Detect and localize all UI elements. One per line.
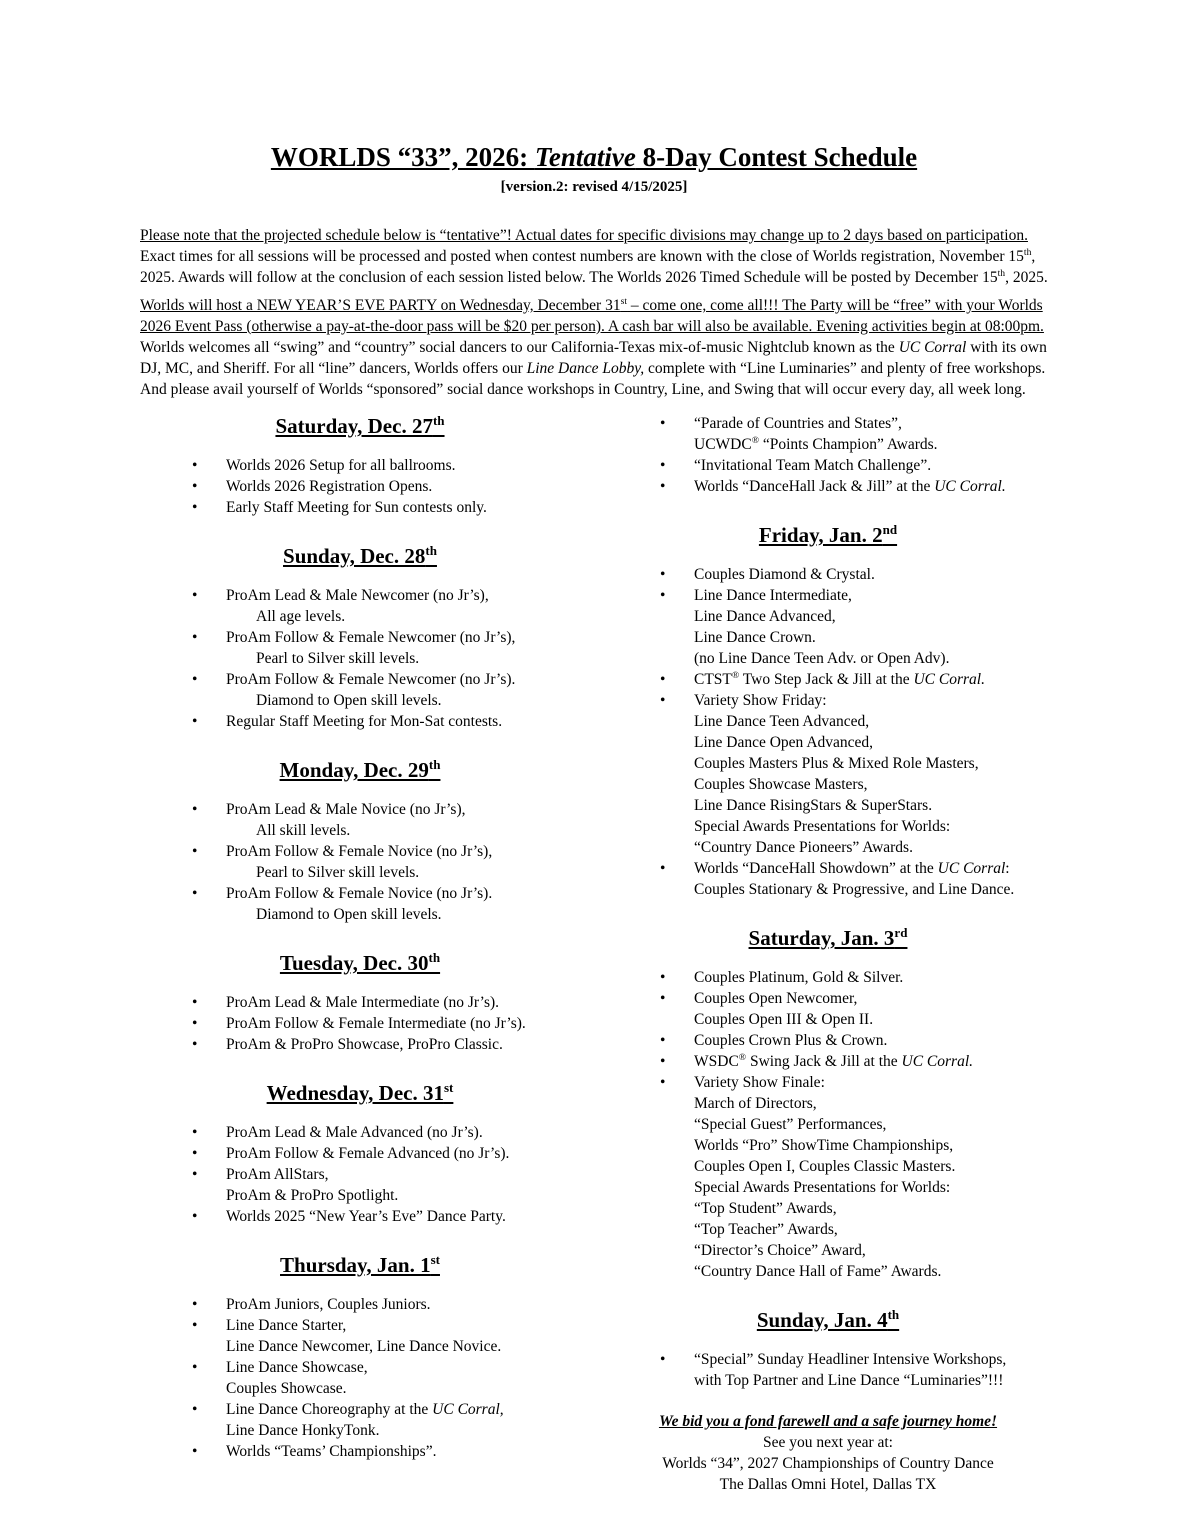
item-line: Couples Open III & Open II. [694,1011,874,1028]
item-line: Worlds “Teams’ Championships”. [226,1443,437,1460]
schedule-columns [140,413,1048,1495]
bullet-icon: • [192,843,198,860]
item-line: Regular Staff Meeting for Mon-Sat contests. [226,713,503,730]
bullet-icon: • [660,566,666,583]
day-section [140,543,580,732]
bullet-icon: • [192,1296,198,1313]
footer-line-venue: The Dallas Omni Hotel, Dallas TX [719,1476,937,1493]
day-section [608,413,1048,497]
bullet-icon: • [192,1359,198,1376]
bullet-icon: • [192,1443,198,1460]
right-column [608,413,1048,1495]
item-line: Couples Open Newcomer, [694,990,858,1007]
schedule-item [140,497,580,518]
bullet-icon: • [192,499,198,516]
bullet-icon: • [192,1015,198,1032]
item-line: Line Dance HonkyTonk. [226,1422,380,1439]
day-section [608,925,1048,1282]
item-line: Variety Show Finale: [694,1074,825,1091]
item-line: Line Dance Showcase, [226,1359,368,1376]
left-column [140,413,580,1495]
right-sections [608,413,1048,1391]
schedule-item [140,1206,580,1227]
item-line: Worlds “DanceHall Jack & Jill” at the UC Corral. [694,478,1006,495]
day-section [140,757,580,925]
item-line: Couples Masters Plus & Mixed Role Masters, [694,755,979,772]
item-line: ProAm Lead & Male Advanced (no Jr’s). [226,1124,483,1141]
item-line: ProAm Follow & Female Novice (no Jr’s). [226,885,493,902]
day-section [140,1080,580,1227]
schedule-item [140,1013,580,1034]
bullet-icon: • [660,478,666,495]
day-heading: Tuesday, Dec. 30th [279,950,441,975]
item-line: “Invitational Team Match Challenge”. [694,457,932,474]
item-line: Diamond to Open skill levels. [256,692,442,709]
item-line: Couples Platinum, Gold & Silver. [694,969,904,986]
item-line: Couples Crown Plus & Crown. [694,1032,888,1049]
bullet-icon: • [660,990,666,1007]
item-line: March of Directors, [694,1095,817,1112]
bullet-icon: • [192,671,198,688]
item-line: Line Dance Intermediate, [694,587,852,604]
schedule-item [140,799,580,841]
left-sections [140,413,580,1462]
bullet-icon: • [192,1145,198,1162]
bullet-icon: • [192,1208,198,1225]
schedule-item [608,690,1048,858]
item-line: ProAm Follow & Female Newcomer (no Jr’s). [226,671,516,688]
item-line: Couples Diamond & Crystal. [694,566,875,583]
bullet-icon: • [660,457,666,474]
item-line: “Special Guest” Performances, [694,1116,887,1133]
item-line: Variety Show Friday: [694,692,827,709]
schedule-item [140,627,580,669]
bullet-icon: • [660,860,666,877]
bullet-icon: • [192,629,198,646]
item-line: Special Awards Presentations for Worlds: [694,1179,951,1196]
bullet-icon: • [660,1053,666,1070]
schedule-item [140,1399,580,1441]
day-heading: Sunday, Jan. 4th [756,1307,900,1332]
schedule-item [140,1357,580,1399]
schedule-item [608,1072,1048,1282]
schedule-item [140,669,580,711]
bullet-icon: • [660,587,666,604]
schedule-item [608,1030,1048,1051]
item-line: (no Line Dance Teen Adv. or Open Adv). [694,650,950,667]
item-line: Worlds 2026 Registration Opens. [226,478,433,495]
item-line: “Special” Sunday Headliner Intensive Workshops, [694,1351,1007,1368]
item-line: ProAm Lead & Male Newcomer (no Jr’s), [226,587,489,604]
footer-line-see-you: See you next year at: [763,1434,893,1451]
item-line: Line Dance Choreography at the UC Corral, [226,1401,504,1418]
schedule-item [140,883,580,925]
item-line: Line Dance Starter, [226,1317,347,1334]
schedule-item [608,967,1048,988]
item-line: ProAm & ProPro Spotlight. [226,1187,399,1204]
bullet-icon: • [192,457,198,474]
item-line: Worlds 2025 “New Year’s Eve” Dance Party. [226,1208,506,1225]
item-line: Pearl to Silver skill levels. [256,650,420,667]
item-line: ProAm Lead & Male Novice (no Jr’s), [226,801,466,818]
schedule-item [608,564,1048,585]
item-line: ProAm Follow & Female Intermediate (no Jr’s). [226,1015,526,1032]
item-line: CTST® Two Step Jack & Jill at the UC Corral. [694,669,985,688]
item-line: “Parade of Countries and States”, [694,415,902,432]
schedule-item [140,455,580,476]
schedule-item [608,1349,1048,1391]
bullet-icon: • [660,692,666,709]
item-line: ProAm Juniors, Couples Juniors. [226,1296,431,1313]
schedule-item [608,455,1048,476]
item-line: Line Dance Open Advanced, [694,734,874,751]
bullet-icon: • [192,1036,198,1053]
item-line: ProAm Lead & Male Intermediate (no Jr’s). [226,994,500,1011]
item-line: Couples Stationary & Progressive, and Line Dance. [694,881,1015,898]
day-section [140,950,580,1055]
bullet-icon: • [192,1166,198,1183]
page-title: WORLDS “33”, 2026: Tentative 8-Day Contest Schedule [270,142,918,172]
item-line: Special Awards Presentations for Worlds: [694,818,951,835]
bullet-icon: • [660,415,666,432]
bullet-icon: • [192,885,198,902]
item-line: “Top Student” Awards, [694,1200,837,1217]
schedule-item [140,476,580,497]
schedule-item [140,1034,580,1055]
farewell-line: We bid you a fond farewell and a safe journey home! [658,1413,998,1430]
item-line: ProAm & ProPro Showcase, ProPro Classic. [226,1036,503,1053]
bullet-icon: • [192,1401,198,1418]
item-line: Line Dance RisingStars & SuperStars. [694,797,933,814]
intro-paragraph-2: Worlds will host a NEW YEAR’S EVE PARTY on Wednesday, December 31st – come one, come all!!! The Party will be “free” with your Worlds 2026 Event Pass (otherwise a pay-at-the-door pass will be $20 per person). A cash bar will also be available. Evening activities begin at 08:00pm. Worlds welcomes all “swing” and “country” social dancers to our California-Texas mix-of-music Nightclub known as the UC Corral with its own DJ, MC, and Sheriff. For all “line” dancers, Worlds offers our Line Dance Lobby, complete with “Line Luminaries” and plenty of free workshops. And please avail yourself of Worlds “sponsored” social dance workshops in Country, Line, and Swing that will occur every day, all week long. [140,295,1047,398]
bullet-icon: • [660,1351,666,1368]
schedule-item [608,413,1048,455]
item-line: All age levels. [256,608,346,625]
day-heading: Saturday, Jan. 3rd [748,925,908,950]
item-line: Couples Showcase. [226,1380,347,1397]
bullet-icon: • [660,1032,666,1049]
item-line: ProAm Follow & Female Advanced (no Jr’s). [226,1145,510,1162]
schedule-item [608,476,1048,497]
item-line: WSDC® Swing Jack & Jill at the UC Corral. [694,1051,974,1070]
schedule-item [140,1315,580,1357]
schedule-item [140,585,580,627]
item-line: Line Dance Advanced, [694,608,836,625]
schedule-item [140,1294,580,1315]
item-line: ProAm AllStars, [226,1166,329,1183]
schedule-item [608,858,1048,900]
item-line: UCWDC® “Points Champion” Awards. [694,434,938,453]
day-heading: Friday, Jan. 2nd [758,522,898,547]
item-line: Line Dance Newcomer, Line Dance Novice. [226,1338,502,1355]
schedule-item [140,841,580,883]
bullet-icon: • [660,1074,666,1091]
item-line: Early Staff Meeting for Sun contests only. [226,499,487,516]
item-line: Worlds “DanceHall Showdown” at the UC Corral: [694,860,1010,877]
item-line: Couples Open I, Couples Classic Masters. [694,1158,956,1175]
version-line: [version.2: revised 4/15/2025] [500,179,688,195]
item-line: “Top Teacher” Awards, [694,1221,838,1238]
schedule-item [140,992,580,1013]
day-heading: Monday, Dec. 29th [279,757,441,782]
bullet-icon: • [192,587,198,604]
bullet-icon: • [192,1317,198,1334]
footer-line-next-event: Worlds “34”, 2027 Championships of Country Dance [662,1455,994,1472]
schedule-item [140,1143,580,1164]
schedule-item [608,585,1048,669]
item-line: with Top Partner and Line Dance “Luminaries”!!! [694,1372,1004,1389]
bullet-icon: • [192,1124,198,1141]
item-line: “Country Dance Pioneers” Awards. [694,839,913,856]
bullet-icon: • [192,801,198,818]
day-section [140,1252,580,1462]
schedule-item [608,669,1048,690]
item-line: ProAm Follow & Female Novice (no Jr’s), [226,843,493,860]
schedule-item [140,711,580,732]
item-line: Worlds 2026 Setup for all ballrooms. [226,457,456,474]
day-heading: Thursday, Jan. 1st [280,1252,440,1277]
bullet-icon: • [192,478,198,495]
day-section [140,413,580,518]
schedule-item [608,988,1048,1030]
schedule-item [608,1051,1048,1072]
day-heading: Sunday, Dec. 28th [283,543,437,568]
day-heading: Saturday, Dec. 27th [275,413,445,438]
day-section [608,1307,1048,1391]
schedule-item [140,1441,580,1462]
schedule-item [140,1164,580,1206]
item-line: “Country Dance Hall of Fame” Awards. [694,1263,942,1280]
item-line: “Director’s Choice” Award, [694,1242,866,1259]
intro-paragraph-1: Please note that the projected schedule below is “tentative”! Actual dates for specific divisions may change up to 2 days based on participation. Exact times for all sessions will be processed and posted when contest numbers are known with the close of Worlds registration, November 15th, 2025. Awards will follow at the conclusion of each session listed below. The Worlds 2026 Timed Schedule will be posted by December 15th, 2025. [140,227,1048,286]
item-line: Pearl to Silver skill levels. [256,864,420,881]
day-section [608,522,1048,900]
item-line: Diamond to Open skill levels. [256,906,442,923]
item-line: Line Dance Crown. [694,629,816,646]
item-line: Line Dance Teen Advanced, [694,713,870,730]
bullet-icon: • [660,969,666,986]
item-line: Worlds “Pro” ShowTime Championships, [694,1137,954,1154]
item-line: Couples Showcase Masters, [694,776,868,793]
item-line: All skill levels. [256,822,351,839]
item-line: ProAm Follow & Female Newcomer (no Jr’s), [226,629,516,646]
bullet-icon: • [192,994,198,1011]
schedule-item [140,1122,580,1143]
day-heading: Wednesday, Dec. 31st [266,1080,454,1105]
bullet-icon: • [660,671,666,688]
bullet-icon: • [192,713,198,730]
